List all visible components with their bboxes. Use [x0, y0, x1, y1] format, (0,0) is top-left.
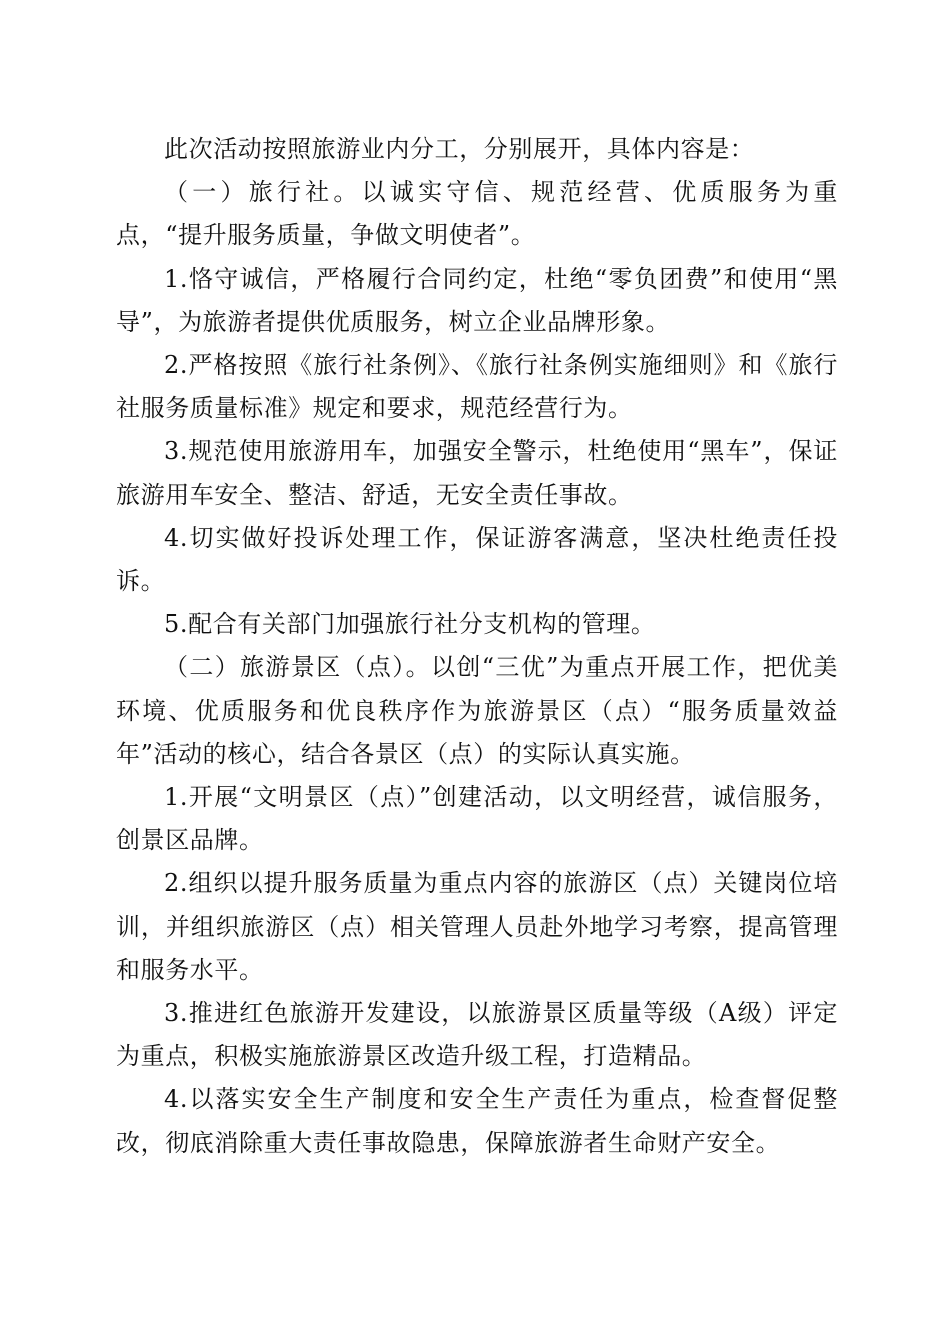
document-body	[116, 128, 838, 1165]
paragraph-intro: 此次活动按照旅游业内分工，分别展开，具体内容是：	[164, 135, 755, 163]
paragraph-item: 1.恪守诚信，严格履行合同约定，杜绝“零负团费”和使用“黑导”，为旅游者提供优质服务，树立企业品牌形象。	[116, 264, 838, 336]
paragraph-item: 1.开展“文明景区（点）”创建活动，以文明经营，诚信服务，创景区品牌。	[116, 783, 838, 855]
paragraph-item: 3.规范使用旅游用车，加强安全警示，杜绝使用“黑车”，保证旅游用车安全、整洁、舒适，无安全责任事故。	[116, 437, 838, 509]
paragraph-item: 5.配合有关部门加强旅行社分支机构的管理。	[164, 610, 656, 639]
paragraph-item: 2.组织以提升服务质量为重点内容的旅游区（点）关键岗位培训，并组织旅游区（点）相关管理人员赴外地学习考察，提高管理和服务水平。	[116, 869, 838, 984]
paragraph-item: 4.切实做好投诉处理工作，保证游客满意，坚决杜绝责任投诉。	[116, 523, 838, 596]
paragraph-item: 4.以落实安全生产制度和安全生产责任为重点，检查督促整改，彻底消除重大责任事故隐患，保障旅游者生命财产安全。	[116, 1085, 838, 1157]
section-heading-scenic-area: （二）旅游景区（点）。以创“三优”为重点开展工作，把优美环境、优质服务和优良秩序作为旅游景区（点）“服务质量效益年”活动的核心，结合各景区（点）的实际认真实施。	[116, 653, 838, 768]
paragraph-item: 2.严格按照《旅行社条例》、《旅行社条例实施细则》和《旅行社服务质量标准》规定和要求，规范经营行为。	[116, 351, 838, 423]
paragraph-item: 3.推进红色旅游开发建设，以旅游景区质量等级（A级）评定为重点，积极实施旅游景区改造升级工程，打造精品。	[116, 999, 838, 1071]
section-heading-travel-agency: （一）旅行社。以诚实守信、规范经营、优质服务为重点，“提升服务质量，争做文明使者”。	[116, 178, 838, 250]
